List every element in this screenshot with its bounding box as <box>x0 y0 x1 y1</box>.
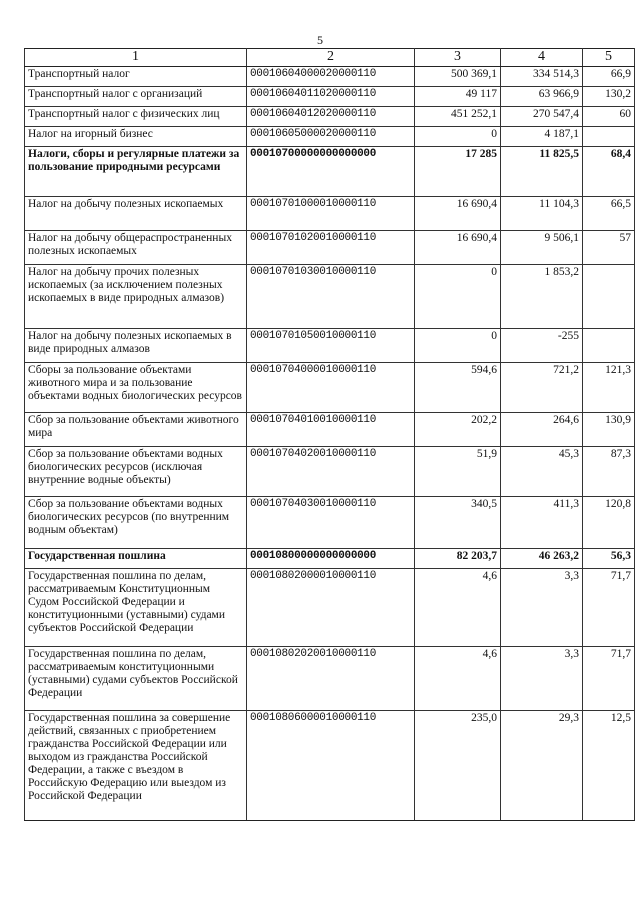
row-value-3: 82 203,7 <box>415 549 501 569</box>
row-code: 00010704000010000110 <box>247 363 415 413</box>
row-value-5 <box>583 329 635 363</box>
table-row <box>25 413 635 447</box>
row-name: Государственная пошлина за совершение действий, связанных с приобретением гражданства Российской Федерации или выходом из гражданства Российской Федерации, а также с въездом в Российскую Федерацию или выездом из Российской Федерации <box>25 711 247 821</box>
row-value-5: 57 <box>583 231 635 265</box>
table-row <box>25 127 635 147</box>
row-value-4: 721,2 <box>501 363 583 413</box>
column-header: 1 <box>25 49 247 67</box>
page-number: 5 <box>317 33 323 47</box>
row-value-5: 66,5 <box>583 197 635 231</box>
table-row <box>25 647 635 711</box>
row-code: 00010704010010000110 <box>247 413 415 447</box>
row-name: Государственная пошлина <box>25 549 247 569</box>
table-row <box>25 549 635 569</box>
row-value-5: 130,2 <box>583 87 635 107</box>
table-row <box>25 569 635 647</box>
row-value-5: 56,3 <box>583 549 635 569</box>
row-value-3: 17 285 <box>415 147 501 197</box>
row-name: Налог на добычу общераспространенных полезных ископаемых <box>25 231 247 265</box>
row-name: Налоги, сборы и регулярные платежи за пользование природными ресурсами <box>25 147 247 197</box>
row-value-4: 1 853,2 <box>501 265 583 329</box>
row-value-4: 270 547,4 <box>501 107 583 127</box>
row-name: Транспортный налог <box>25 67 247 87</box>
row-value-4: 46 263,2 <box>501 549 583 569</box>
row-code: 00010604000020000110 <box>247 67 415 87</box>
row-code: 00010700000000000000 <box>247 147 415 197</box>
table-row <box>25 107 635 127</box>
row-code: 00010704020010000110 <box>247 447 415 497</box>
table-row <box>25 711 635 821</box>
row-value-4: 411,3 <box>501 497 583 549</box>
table-row <box>25 197 635 231</box>
row-name: Транспортный налог с физических лиц <box>25 107 247 127</box>
row-value-4: 3,3 <box>501 647 583 711</box>
row-value-4: 334 514,3 <box>501 67 583 87</box>
table-row <box>25 67 635 87</box>
row-code: 00010604011020000110 <box>247 87 415 107</box>
row-value-5: 120,8 <box>583 497 635 549</box>
row-value-3: 594,6 <box>415 363 501 413</box>
row-value-3: 0 <box>415 329 501 363</box>
row-name: Государственная пошлина по делам, рассматриваемым конституционными (уставными) судами субъектов Российской Федерации <box>25 647 247 711</box>
row-value-4: -255 <box>501 329 583 363</box>
row-code: 00010605000020000110 <box>247 127 415 147</box>
row-value-5: 121,3 <box>583 363 635 413</box>
row-name: Транспортный налог с организаций <box>25 87 247 107</box>
row-name: Государственная пошлина по делам, рассматриваемым Конституционным Судом Российской Федерации и конституционными (уставными) судами субъектов Российской Федерации <box>25 569 247 647</box>
row-name: Налог на добычу полезных ископаемых в виде природных алмазов <box>25 329 247 363</box>
row-value-3: 0 <box>415 265 501 329</box>
table-row <box>25 329 635 363</box>
row-value-3: 0 <box>415 127 501 147</box>
table-row <box>25 497 635 549</box>
column-header: 4 <box>501 49 583 67</box>
row-code: 00010701050010000110 <box>247 329 415 363</box>
row-value-3: 4,6 <box>415 569 501 647</box>
row-value-5: 130,9 <box>583 413 635 447</box>
row-value-5 <box>583 265 635 329</box>
budget-table <box>24 48 635 821</box>
row-code: 00010802020010000110 <box>247 647 415 711</box>
row-code: 00010800000000000000 <box>247 549 415 569</box>
row-code: 00010806000010000110 <box>247 711 415 821</box>
row-value-5 <box>583 127 635 147</box>
row-value-4: 9 506,1 <box>501 231 583 265</box>
table-header-row <box>25 49 635 67</box>
table-row <box>25 87 635 107</box>
row-name: Налог на игорный бизнес <box>25 127 247 147</box>
table-row <box>25 265 635 329</box>
row-value-5: 87,3 <box>583 447 635 497</box>
row-value-5: 66,9 <box>583 67 635 87</box>
row-value-4: 29,3 <box>501 711 583 821</box>
row-name: Сбор за пользование объектами животного мира <box>25 413 247 447</box>
column-header: 3 <box>415 49 501 67</box>
row-value-3: 4,6 <box>415 647 501 711</box>
row-value-4: 264,6 <box>501 413 583 447</box>
row-name: Сбор за пользование объектами водных биологических ресурсов (по внутренним водным объектам) <box>25 497 247 549</box>
row-value-3: 451 252,1 <box>415 107 501 127</box>
column-header: 2 <box>247 49 415 67</box>
row-value-3: 49 117 <box>415 87 501 107</box>
row-value-4: 4 187,1 <box>501 127 583 147</box>
column-header: 5 <box>583 49 635 67</box>
row-value-4: 11 104,3 <box>501 197 583 231</box>
row-code: 00010701000010000110 <box>247 197 415 231</box>
table-row <box>25 147 635 197</box>
row-value-3: 340,5 <box>415 497 501 549</box>
row-name: Налог на добычу прочих полезных ископаемых (за исключением полезных ископаемых в виде природных алмазов) <box>25 265 247 329</box>
row-name: Налог на добычу полезных ископаемых <box>25 197 247 231</box>
row-name: Сборы за пользование объектами животного мира и за пользование объектами водных биологических ресурсов <box>25 363 247 413</box>
row-value-5: 71,7 <box>583 569 635 647</box>
row-value-3: 51,9 <box>415 447 501 497</box>
row-value-3: 16 690,4 <box>415 197 501 231</box>
row-value-4: 63 966,9 <box>501 87 583 107</box>
row-code: 00010604012020000110 <box>247 107 415 127</box>
row-value-3: 235,0 <box>415 711 501 821</box>
row-value-5: 71,7 <box>583 647 635 711</box>
table-row <box>25 447 635 497</box>
table-row <box>25 363 635 413</box>
row-value-3: 16 690,4 <box>415 231 501 265</box>
row-value-5: 60 <box>583 107 635 127</box>
row-value-3: 202,2 <box>415 413 501 447</box>
table-row <box>25 231 635 265</box>
row-code: 00010701030010000110 <box>247 265 415 329</box>
row-value-4: 3,3 <box>501 569 583 647</box>
row-code: 00010704030010000110 <box>247 497 415 549</box>
row-code: 00010802000010000110 <box>247 569 415 647</box>
row-value-5: 12,5 <box>583 711 635 821</box>
row-code: 00010701020010000110 <box>247 231 415 265</box>
row-name: Сбор за пользование объектами водных биологических ресурсов (исключая внутренние водные объекты) <box>25 447 247 497</box>
row-value-5: 68,4 <box>583 147 635 197</box>
row-value-3: 500 369,1 <box>415 67 501 87</box>
row-value-4: 11 825,5 <box>501 147 583 197</box>
row-value-4: 45,3 <box>501 447 583 497</box>
